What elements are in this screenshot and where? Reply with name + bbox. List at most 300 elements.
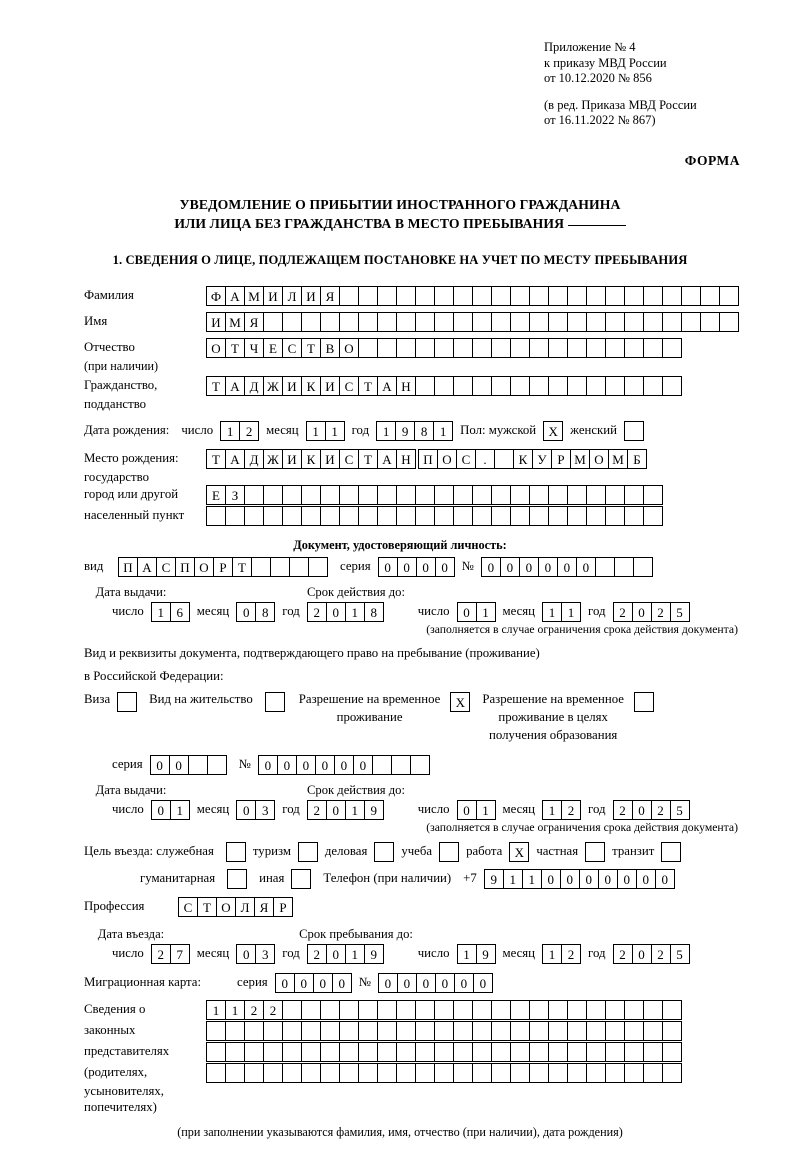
char-cell[interactable]: 8 bbox=[255, 602, 275, 622]
char-cell[interactable]: 2 bbox=[613, 944, 633, 964]
char-cell[interactable] bbox=[510, 1000, 530, 1020]
char-cell[interactable] bbox=[339, 312, 359, 332]
patronymic-input[interactable] bbox=[206, 338, 682, 358]
char-cell[interactable] bbox=[263, 1021, 283, 1041]
char-cell[interactable] bbox=[529, 376, 549, 396]
char-cell[interactable] bbox=[453, 1000, 473, 1020]
char-cell[interactable] bbox=[624, 286, 644, 306]
char-cell[interactable] bbox=[377, 1063, 397, 1083]
char-cell[interactable] bbox=[529, 338, 549, 358]
stay-end-day-input[interactable] bbox=[457, 944, 496, 964]
char-cell[interactable]: Я bbox=[244, 312, 264, 332]
char-cell[interactable] bbox=[282, 1063, 302, 1083]
sex-male-checkbox[interactable]: X bbox=[543, 421, 563, 441]
char-cell[interactable]: Т bbox=[206, 376, 226, 396]
char-cell[interactable] bbox=[358, 506, 378, 526]
char-cell[interactable]: 0 bbox=[277, 755, 297, 775]
char-cell[interactable] bbox=[320, 1000, 340, 1020]
char-cell[interactable] bbox=[434, 1000, 454, 1020]
char-cell[interactable] bbox=[434, 485, 454, 505]
char-cell[interactable] bbox=[225, 506, 245, 526]
entry-day-input[interactable] bbox=[151, 944, 190, 964]
char-cell[interactable]: 0 bbox=[275, 973, 295, 993]
char-cell[interactable] bbox=[377, 485, 397, 505]
legal-reps-input-row1[interactable] bbox=[206, 1000, 682, 1020]
stay-end-year-input[interactable] bbox=[613, 944, 690, 964]
char-cell[interactable]: 9 bbox=[484, 869, 504, 889]
char-cell[interactable] bbox=[472, 338, 492, 358]
char-cell[interactable]: Р bbox=[551, 449, 571, 469]
char-cell[interactable] bbox=[263, 1042, 283, 1062]
char-cell[interactable]: У bbox=[532, 449, 552, 469]
char-cell[interactable]: К bbox=[301, 449, 321, 469]
char-cell[interactable] bbox=[472, 376, 492, 396]
char-cell[interactable]: Д bbox=[244, 376, 264, 396]
char-cell[interactable]: 5 bbox=[670, 800, 690, 820]
char-cell[interactable] bbox=[624, 1021, 644, 1041]
char-cell[interactable] bbox=[415, 485, 435, 505]
char-cell[interactable] bbox=[472, 1063, 492, 1083]
char-cell[interactable] bbox=[396, 506, 416, 526]
temp-residence-checkbox[interactable]: X bbox=[450, 692, 470, 712]
char-cell[interactable]: 0 bbox=[576, 557, 596, 577]
surname-input[interactable] bbox=[206, 286, 739, 306]
char-cell[interactable]: 0 bbox=[560, 869, 580, 889]
char-cell[interactable]: Д bbox=[244, 449, 264, 469]
char-cell[interactable] bbox=[605, 286, 625, 306]
char-cell[interactable]: О bbox=[206, 338, 226, 358]
char-cell[interactable] bbox=[339, 1063, 359, 1083]
char-cell[interactable]: 0 bbox=[636, 869, 656, 889]
char-cell[interactable] bbox=[605, 1042, 625, 1062]
char-cell[interactable] bbox=[548, 338, 568, 358]
residence-permit-checkbox[interactable] bbox=[265, 692, 285, 712]
stay-series-input[interactable] bbox=[150, 755, 227, 775]
char-cell[interactable] bbox=[472, 312, 492, 332]
char-cell[interactable] bbox=[605, 1021, 625, 1041]
char-cell[interactable] bbox=[225, 1021, 245, 1041]
char-cell[interactable] bbox=[453, 1063, 473, 1083]
char-cell[interactable]: А bbox=[225, 376, 245, 396]
char-cell[interactable]: 1 bbox=[206, 1000, 226, 1020]
char-cell[interactable]: 2 bbox=[651, 800, 671, 820]
char-cell[interactable] bbox=[624, 485, 644, 505]
char-cell[interactable]: 1 bbox=[476, 800, 496, 820]
char-cell[interactable]: Я bbox=[320, 286, 340, 306]
char-cell[interactable]: И bbox=[301, 286, 321, 306]
char-cell[interactable] bbox=[415, 1021, 435, 1041]
char-cell[interactable] bbox=[586, 286, 606, 306]
char-cell[interactable] bbox=[434, 1021, 454, 1041]
char-cell[interactable] bbox=[472, 485, 492, 505]
char-cell[interactable]: 7 bbox=[170, 944, 190, 964]
char-cell[interactable]: 1 bbox=[325, 421, 345, 441]
char-cell[interactable] bbox=[207, 755, 227, 775]
char-cell[interactable] bbox=[643, 485, 663, 505]
char-cell[interactable] bbox=[586, 506, 606, 526]
char-cell[interactable]: И bbox=[206, 312, 226, 332]
char-cell[interactable] bbox=[434, 376, 454, 396]
char-cell[interactable] bbox=[377, 1021, 397, 1041]
char-cell[interactable] bbox=[453, 506, 473, 526]
char-cell[interactable] bbox=[491, 506, 511, 526]
char-cell[interactable]: 0 bbox=[454, 973, 474, 993]
char-cell[interactable] bbox=[491, 312, 511, 332]
sex-female-checkbox[interactable] bbox=[624, 421, 644, 441]
char-cell[interactable] bbox=[567, 1021, 587, 1041]
char-cell[interactable]: О bbox=[437, 449, 457, 469]
char-cell[interactable] bbox=[415, 376, 435, 396]
doc-valid-year-input[interactable] bbox=[613, 602, 690, 622]
char-cell[interactable] bbox=[700, 286, 720, 306]
char-cell[interactable] bbox=[491, 485, 511, 505]
char-cell[interactable]: И bbox=[282, 376, 302, 396]
char-cell[interactable] bbox=[263, 485, 283, 505]
char-cell[interactable] bbox=[282, 1000, 302, 1020]
char-cell[interactable] bbox=[339, 286, 359, 306]
char-cell[interactable] bbox=[586, 312, 606, 332]
char-cell[interactable]: 0 bbox=[313, 973, 333, 993]
char-cell[interactable]: П bbox=[418, 449, 438, 469]
char-cell[interactable]: 0 bbox=[334, 755, 354, 775]
char-cell[interactable] bbox=[586, 1042, 606, 1062]
char-cell[interactable] bbox=[244, 1063, 264, 1083]
char-cell[interactable] bbox=[263, 1063, 283, 1083]
char-cell[interactable] bbox=[510, 286, 530, 306]
char-cell[interactable]: 0 bbox=[169, 755, 189, 775]
char-cell[interactable]: 0 bbox=[655, 869, 675, 889]
char-cell[interactable]: Т bbox=[206, 449, 226, 469]
char-cell[interactable]: А bbox=[377, 376, 397, 396]
char-cell[interactable] bbox=[320, 1063, 340, 1083]
char-cell[interactable]: 0 bbox=[326, 800, 346, 820]
char-cell[interactable]: А bbox=[225, 286, 245, 306]
char-cell[interactable] bbox=[396, 1021, 416, 1041]
birthplace-city-input-row1[interactable] bbox=[418, 449, 647, 469]
char-cell[interactable] bbox=[491, 286, 511, 306]
char-cell[interactable]: 0 bbox=[632, 944, 652, 964]
birth-month-input[interactable] bbox=[306, 421, 345, 441]
char-cell[interactable] bbox=[358, 1042, 378, 1062]
char-cell[interactable] bbox=[206, 1021, 226, 1041]
char-cell[interactable]: 0 bbox=[541, 869, 561, 889]
char-cell[interactable]: 1 bbox=[561, 602, 581, 622]
char-cell[interactable]: 2 bbox=[307, 800, 327, 820]
char-cell[interactable]: 0 bbox=[326, 944, 346, 964]
char-cell[interactable]: 0 bbox=[617, 869, 637, 889]
char-cell[interactable] bbox=[529, 506, 549, 526]
char-cell[interactable] bbox=[624, 338, 644, 358]
char-cell[interactable] bbox=[472, 1042, 492, 1062]
char-cell[interactable] bbox=[377, 286, 397, 306]
legal-reps-input-row4[interactable] bbox=[206, 1063, 682, 1083]
char-cell[interactable] bbox=[605, 1000, 625, 1020]
char-cell[interactable] bbox=[586, 1000, 606, 1020]
char-cell[interactable] bbox=[301, 1063, 321, 1083]
char-cell[interactable] bbox=[681, 286, 701, 306]
char-cell[interactable] bbox=[624, 312, 644, 332]
char-cell[interactable] bbox=[491, 1000, 511, 1020]
char-cell[interactable] bbox=[434, 1063, 454, 1083]
entry-year-input[interactable] bbox=[307, 944, 384, 964]
char-cell[interactable]: 1 bbox=[345, 800, 365, 820]
char-cell[interactable]: 1 bbox=[225, 1000, 245, 1020]
char-cell[interactable]: Т bbox=[232, 557, 252, 577]
char-cell[interactable] bbox=[358, 312, 378, 332]
char-cell[interactable]: Ч bbox=[244, 338, 264, 358]
char-cell[interactable] bbox=[358, 338, 378, 358]
char-cell[interactable] bbox=[301, 1000, 321, 1020]
char-cell[interactable] bbox=[624, 1063, 644, 1083]
char-cell[interactable]: М bbox=[570, 449, 590, 469]
char-cell[interactable]: 0 bbox=[378, 973, 398, 993]
char-cell[interactable] bbox=[643, 338, 663, 358]
char-cell[interactable] bbox=[415, 338, 435, 358]
char-cell[interactable]: 1 bbox=[542, 800, 562, 820]
char-cell[interactable]: С bbox=[178, 897, 198, 917]
legal-reps-input-row2[interactable] bbox=[206, 1021, 682, 1041]
char-cell[interactable] bbox=[586, 1063, 606, 1083]
char-cell[interactable] bbox=[643, 1021, 663, 1041]
doc-issue-year-input[interactable] bbox=[307, 602, 384, 622]
char-cell[interactable]: 0 bbox=[294, 973, 314, 993]
birthplace-city-input-row3[interactable] bbox=[206, 506, 663, 526]
char-cell[interactable] bbox=[377, 1000, 397, 1020]
char-cell[interactable] bbox=[434, 338, 454, 358]
char-cell[interactable]: 1 bbox=[376, 421, 396, 441]
char-cell[interactable] bbox=[263, 312, 283, 332]
birth-day-input[interactable] bbox=[220, 421, 259, 441]
char-cell[interactable] bbox=[510, 506, 530, 526]
char-cell[interactable] bbox=[320, 485, 340, 505]
char-cell[interactable] bbox=[567, 286, 587, 306]
char-cell[interactable] bbox=[567, 1042, 587, 1062]
char-cell[interactable]: 0 bbox=[353, 755, 373, 775]
char-cell[interactable] bbox=[377, 1042, 397, 1062]
char-cell[interactable]: 8 bbox=[414, 421, 434, 441]
char-cell[interactable] bbox=[415, 286, 435, 306]
char-cell[interactable] bbox=[415, 1000, 435, 1020]
char-cell[interactable] bbox=[320, 1021, 340, 1041]
char-cell[interactable] bbox=[377, 312, 397, 332]
phone-input[interactable] bbox=[484, 869, 675, 889]
char-cell[interactable]: К bbox=[301, 376, 321, 396]
birth-year-input[interactable] bbox=[376, 421, 453, 441]
char-cell[interactable]: 2 bbox=[307, 602, 327, 622]
stay-issue-day-input[interactable] bbox=[151, 800, 190, 820]
purpose-humanitarian-checkbox[interactable] bbox=[227, 869, 247, 889]
char-cell[interactable]: 0 bbox=[416, 973, 436, 993]
char-cell[interactable] bbox=[434, 506, 454, 526]
doc-valid-day-input[interactable] bbox=[457, 602, 496, 622]
char-cell[interactable]: 3 bbox=[255, 800, 275, 820]
char-cell[interactable] bbox=[662, 1042, 682, 1062]
char-cell[interactable] bbox=[491, 338, 511, 358]
char-cell[interactable] bbox=[567, 376, 587, 396]
char-cell[interactable] bbox=[586, 1021, 606, 1041]
purpose-work-checkbox[interactable]: X bbox=[509, 842, 529, 862]
char-cell[interactable]: 2 bbox=[307, 944, 327, 964]
char-cell[interactable] bbox=[415, 506, 435, 526]
char-cell[interactable]: 1 bbox=[542, 944, 562, 964]
char-cell[interactable] bbox=[358, 1063, 378, 1083]
char-cell[interactable] bbox=[308, 557, 328, 577]
char-cell[interactable]: М bbox=[608, 449, 628, 469]
char-cell[interactable] bbox=[372, 755, 392, 775]
char-cell[interactable]: 0 bbox=[500, 557, 520, 577]
char-cell[interactable] bbox=[567, 338, 587, 358]
char-cell[interactable]: 0 bbox=[598, 869, 618, 889]
char-cell[interactable] bbox=[624, 506, 644, 526]
char-cell[interactable]: 1 bbox=[522, 869, 542, 889]
char-cell[interactable] bbox=[339, 1000, 359, 1020]
profession-input[interactable] bbox=[178, 897, 293, 917]
char-cell[interactable]: 2 bbox=[239, 421, 259, 441]
char-cell[interactable] bbox=[358, 1021, 378, 1041]
char-cell[interactable] bbox=[567, 485, 587, 505]
char-cell[interactable]: 1 bbox=[542, 602, 562, 622]
char-cell[interactable] bbox=[358, 485, 378, 505]
char-cell[interactable] bbox=[567, 506, 587, 526]
char-cell[interactable] bbox=[396, 338, 416, 358]
legal-reps-input-row3[interactable] bbox=[206, 1042, 682, 1062]
char-cell[interactable]: 0 bbox=[457, 800, 477, 820]
char-cell[interactable] bbox=[643, 376, 663, 396]
char-cell[interactable]: 0 bbox=[236, 602, 256, 622]
char-cell[interactable]: 0 bbox=[579, 869, 599, 889]
char-cell[interactable] bbox=[548, 1063, 568, 1083]
doc-number-input[interactable] bbox=[481, 557, 653, 577]
stay-valid-month-input[interactable] bbox=[542, 800, 581, 820]
char-cell[interactable]: 0 bbox=[632, 800, 652, 820]
char-cell[interactable]: 8 bbox=[364, 602, 384, 622]
char-cell[interactable]: И bbox=[320, 376, 340, 396]
char-cell[interactable]: 0 bbox=[378, 557, 398, 577]
char-cell[interactable]: М bbox=[244, 286, 264, 306]
char-cell[interactable] bbox=[339, 1042, 359, 1062]
char-cell[interactable] bbox=[700, 312, 720, 332]
char-cell[interactable] bbox=[510, 376, 530, 396]
char-cell[interactable] bbox=[624, 376, 644, 396]
stay-issue-month-input[interactable] bbox=[236, 800, 275, 820]
char-cell[interactable] bbox=[206, 506, 226, 526]
doc-issue-month-input[interactable] bbox=[236, 602, 275, 622]
char-cell[interactable] bbox=[719, 286, 739, 306]
char-cell[interactable] bbox=[548, 1042, 568, 1062]
char-cell[interactable] bbox=[453, 338, 473, 358]
purpose-official-checkbox[interactable] bbox=[226, 842, 246, 862]
char-cell[interactable]: 2 bbox=[244, 1000, 264, 1020]
char-cell[interactable] bbox=[251, 557, 271, 577]
char-cell[interactable] bbox=[586, 485, 606, 505]
char-cell[interactable] bbox=[662, 1021, 682, 1041]
char-cell[interactable] bbox=[301, 1021, 321, 1041]
char-cell[interactable]: 9 bbox=[364, 944, 384, 964]
char-cell[interactable]: 1 bbox=[457, 944, 477, 964]
char-cell[interactable] bbox=[396, 312, 416, 332]
stay-valid-year-input[interactable] bbox=[613, 800, 690, 820]
char-cell[interactable] bbox=[662, 338, 682, 358]
char-cell[interactable] bbox=[377, 338, 397, 358]
char-cell[interactable] bbox=[662, 286, 682, 306]
char-cell[interactable]: С bbox=[456, 449, 476, 469]
char-cell[interactable]: Т bbox=[358, 376, 378, 396]
char-cell[interactable] bbox=[472, 1021, 492, 1041]
char-cell[interactable] bbox=[410, 755, 430, 775]
char-cell[interactable]: 2 bbox=[263, 1000, 283, 1020]
char-cell[interactable]: З bbox=[225, 485, 245, 505]
char-cell[interactable]: П bbox=[118, 557, 138, 577]
char-cell[interactable] bbox=[472, 286, 492, 306]
char-cell[interactable] bbox=[548, 312, 568, 332]
purpose-private-checkbox[interactable] bbox=[585, 842, 605, 862]
stay-issue-year-input[interactable] bbox=[307, 800, 384, 820]
char-cell[interactable]: Н bbox=[396, 449, 416, 469]
char-cell[interactable]: 2 bbox=[613, 602, 633, 622]
char-cell[interactable] bbox=[358, 1000, 378, 1020]
char-cell[interactable]: Л bbox=[235, 897, 255, 917]
char-cell[interactable]: 0 bbox=[236, 944, 256, 964]
char-cell[interactable]: 0 bbox=[332, 973, 352, 993]
char-cell[interactable] bbox=[643, 286, 663, 306]
char-cell[interactable] bbox=[529, 286, 549, 306]
char-cell[interactable] bbox=[510, 1021, 530, 1041]
char-cell[interactable]: О bbox=[589, 449, 609, 469]
char-cell[interactable] bbox=[396, 1042, 416, 1062]
char-cell[interactable] bbox=[225, 1042, 245, 1062]
char-cell[interactable] bbox=[244, 1042, 264, 1062]
char-cell[interactable]: С bbox=[339, 449, 359, 469]
char-cell[interactable]: Ж bbox=[263, 449, 283, 469]
doc-valid-month-input[interactable] bbox=[542, 602, 581, 622]
char-cell[interactable] bbox=[396, 1000, 416, 1020]
char-cell[interactable] bbox=[643, 312, 663, 332]
char-cell[interactable]: 0 bbox=[236, 800, 256, 820]
char-cell[interactable] bbox=[377, 506, 397, 526]
char-cell[interactable] bbox=[491, 376, 511, 396]
char-cell[interactable] bbox=[586, 338, 606, 358]
char-cell[interactable] bbox=[633, 557, 653, 577]
char-cell[interactable] bbox=[244, 485, 264, 505]
char-cell[interactable] bbox=[643, 1063, 663, 1083]
char-cell[interactable] bbox=[510, 338, 530, 358]
char-cell[interactable]: 0 bbox=[481, 557, 501, 577]
char-cell[interactable]: К bbox=[513, 449, 533, 469]
char-cell[interactable]: П bbox=[175, 557, 195, 577]
char-cell[interactable]: Я bbox=[254, 897, 274, 917]
char-cell[interactable] bbox=[415, 312, 435, 332]
char-cell[interactable] bbox=[643, 1000, 663, 1020]
char-cell[interactable] bbox=[339, 485, 359, 505]
birthplace-city-input-row2[interactable] bbox=[206, 485, 663, 505]
char-cell[interactable] bbox=[548, 1021, 568, 1041]
char-cell[interactable] bbox=[282, 485, 302, 505]
char-cell[interactable]: В bbox=[320, 338, 340, 358]
doc-series-input[interactable] bbox=[378, 557, 455, 577]
migration-card-number-input[interactable] bbox=[378, 973, 493, 993]
char-cell[interactable]: Л bbox=[282, 286, 302, 306]
char-cell[interactable] bbox=[282, 1042, 302, 1062]
char-cell[interactable]: 5 bbox=[670, 602, 690, 622]
char-cell[interactable] bbox=[188, 755, 208, 775]
char-cell[interactable]: Р bbox=[273, 897, 293, 917]
char-cell[interactable] bbox=[662, 1063, 682, 1083]
char-cell[interactable]: Е bbox=[206, 485, 226, 505]
char-cell[interactable] bbox=[434, 286, 454, 306]
char-cell[interactable] bbox=[605, 1063, 625, 1083]
char-cell[interactable]: 2 bbox=[613, 800, 633, 820]
char-cell[interactable]: 6 bbox=[170, 602, 190, 622]
